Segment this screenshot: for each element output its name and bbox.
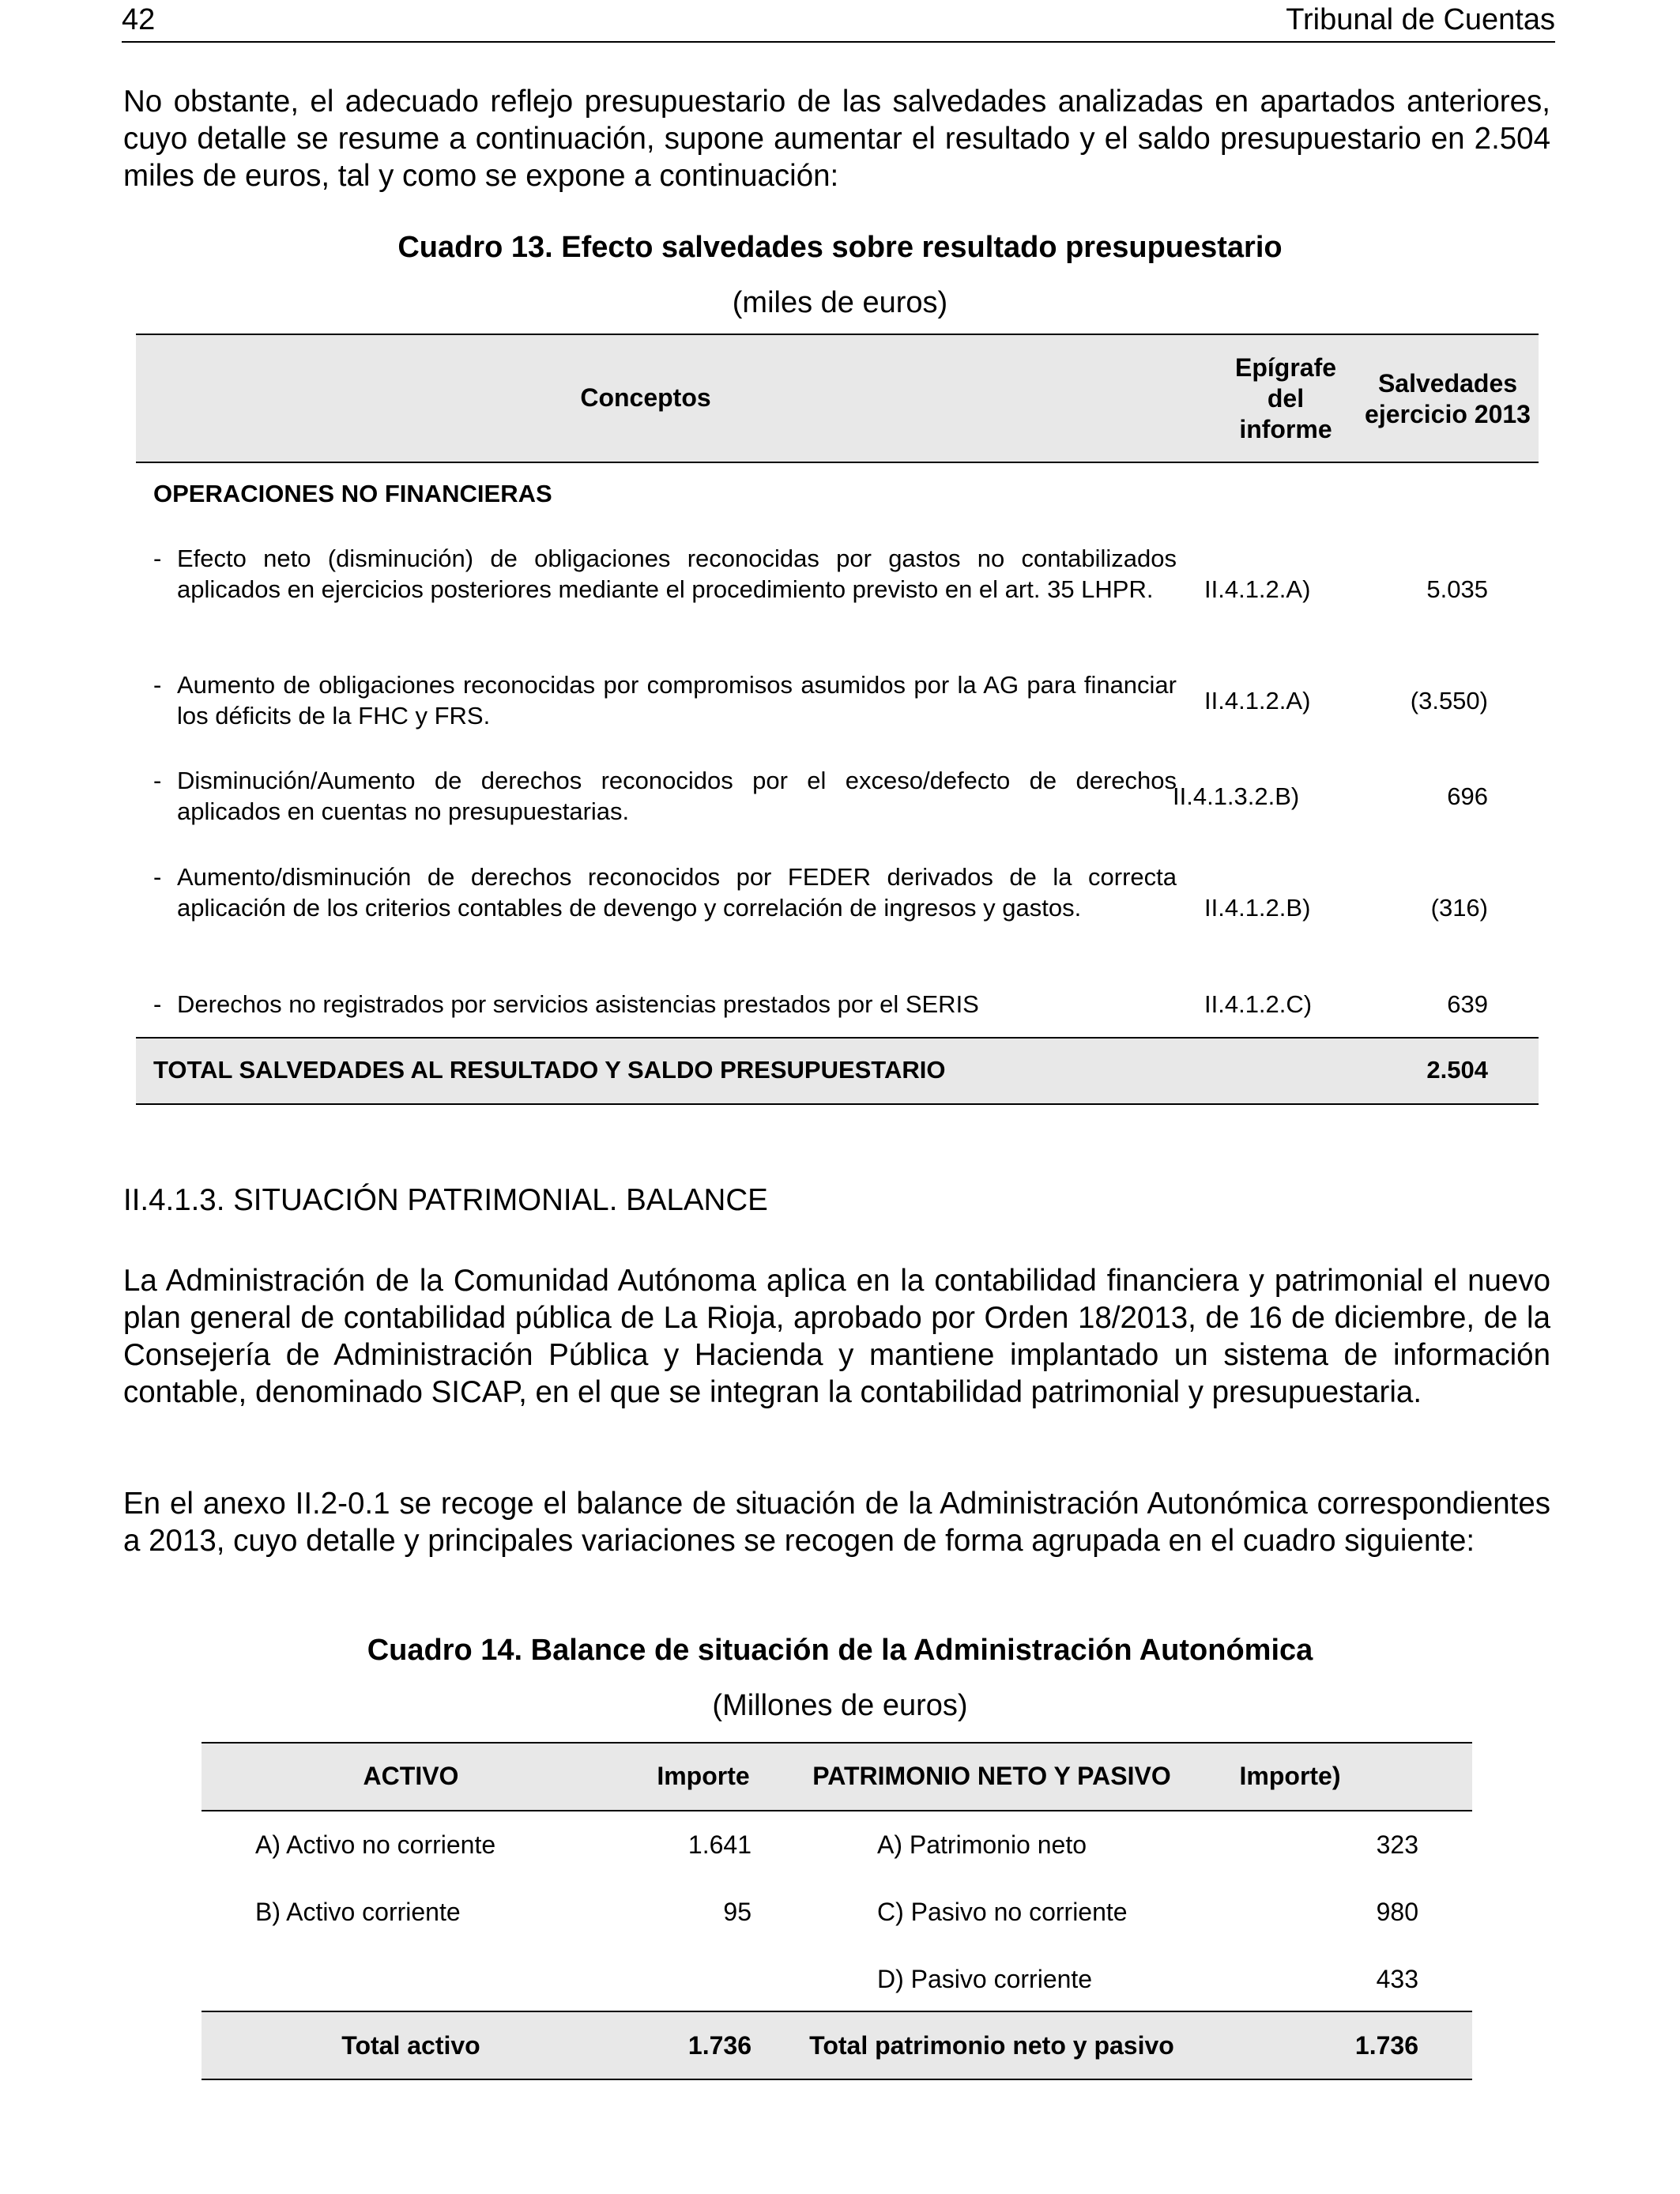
- pasivo-importe: 980: [1376, 1898, 1418, 1926]
- page-number: 42: [122, 3, 156, 36]
- row-value: (3.550): [1410, 687, 1488, 714]
- activo-importe: 95: [723, 1898, 751, 1926]
- paragraph-3: En el anexo II.2-0.1 se recoge el balance de situación de la Administración Autonómica correspondientes a 2013, cuyo detalle y principales variaciones se recogen de forma agrupada en el cuadro siguiente:: [123, 1487, 1550, 1558]
- header-importe-1: Importe: [657, 1762, 750, 1790]
- intro-paragraph: No obstante, el adecuado reflejo presupuestario de las salvedades analizadas en apartados anteriores, cuyo detalle se resume a continuación, supone aumentar el resultado y el saldo presupuestario en 2.504 miles de euros, tal y como se expone a continuación:: [123, 85, 1550, 193]
- total-pasivo-label: Total patrimonio neto y pasivo: [809, 2031, 1174, 2060]
- total-value: 2.504: [1426, 1056, 1488, 1084]
- section-heading: II.4.1.3. SITUACIÓN PATRIMONIAL. BALANCE: [123, 1183, 768, 1217]
- row-concept: Disminución/Aumento de derechos reconocidos por el exceso/defecto de derechos aplicados en cuentas no presupuestarias.: [177, 767, 1177, 825]
- row-epigrafe: II.4.1.2.A): [1204, 687, 1311, 714]
- row-concept: Efecto neto (disminución) de obligaciones reconocidas por gastos no contabilizados aplicados en ejercicios posteriores mediante el procedimiento previsto en el art. 35 LHPR.: [177, 545, 1177, 603]
- page-header: [122, 0, 1555, 43]
- row-epigrafe: II.4.1.2.B): [1204, 894, 1311, 922]
- row-epigrafe: II.4.1.2.C): [1204, 990, 1313, 1018]
- cuadro13-title: Cuadro 13. Efecto salvedades sobre resultado presupuestario: [397, 231, 1283, 264]
- section-operaciones: OPERACIONES NO FINANCIERAS: [153, 480, 552, 507]
- header-activo: ACTIVO: [363, 1762, 459, 1790]
- total-activo-value: 1.736: [687, 2031, 751, 2060]
- header-pasivo: PATRIMONIO NETO Y PASIVO: [812, 1762, 1171, 1790]
- row-value: 696: [1447, 782, 1488, 810]
- paragraph-2: La Administración de la Comunidad Autónoma aplica en la contabilidad financiera y patrimonial el nuevo plan general de contabilidad pública de La Rioja, aprobado por Orden 18/2013, de 16 de diciembre, de la Consejería de Administración Pública y Hacienda y mantiene implantado un sistema de información contable, denominado SICAP, en el que se integran la contabilidad patrimonial y presupuestaria.: [123, 1264, 1550, 1409]
- activo-label: A) Activo no corriente: [255, 1830, 496, 1859]
- cuadro14-title: Cuadro 14. Balance de situación de la Administración Autonómica: [367, 1634, 1313, 1667]
- total-pasivo-value: 1.736: [1354, 2031, 1418, 2060]
- total-activo-label: Total activo: [341, 2031, 480, 2060]
- row-value: 5.035: [1426, 575, 1488, 603]
- pasivo-importe: 433: [1376, 1965, 1418, 1993]
- total-label: TOTAL SALVEDADES AL RESULTADO Y SALDO PRESUPUESTARIO: [153, 1056, 946, 1084]
- row-value: (316): [1430, 894, 1488, 922]
- cuadro13-units: (miles de euros): [732, 286, 948, 319]
- row-value: 639: [1447, 990, 1488, 1018]
- row-epigrafe: II.4.1.2.A): [1204, 575, 1311, 603]
- row-concept: Aumento/disminución de derechos reconocidos por FEDER derivados de la correcta aplicación de los criterios contables de devengo y correlación de ingresos y gastos.: [177, 863, 1177, 922]
- activo-label: B) Activo corriente: [255, 1898, 461, 1926]
- header-epigrafe: Epígrafe del informe: [1234, 353, 1337, 443]
- pasivo-label: D) Pasivo corriente: [877, 1965, 1093, 1993]
- cuadro14-units: (Millones de euros): [712, 1689, 968, 1722]
- row-concept: Derechos no registrados por servicios asistencias prestados por el SERIS: [177, 990, 979, 1018]
- row-concept: Aumento de obligaciones reconocidas por compromisos asumidos por la AG para financiar los déficits de la FHC y FRS.: [177, 671, 1177, 729]
- activo-importe: 1.641: [687, 1830, 751, 1859]
- pasivo-label: A) Patrimonio neto: [877, 1830, 1087, 1859]
- header-organization: Tribunal de Cuentas: [1286, 3, 1555, 36]
- row-epigrafe: II.4.1.3.2.B): [1173, 782, 1300, 810]
- pasivo-label: C) Pasivo no corriente: [877, 1898, 1128, 1926]
- pasivo-importe: 323: [1376, 1830, 1418, 1859]
- document-page: 42 Tribunal de Cuentas No obstante, el adecuado reflejo presupuestario de las salvedades analizadas en apartados anteriores, cuyo detalle se resume a continuación, supone aumentar el resultado y el saldo presupuestario en 2.504 miles de euros, tal y como se expone a continuación: Cuadro 13. Efecto salvedades sobre resultado presupuestario (miles de euros) Conceptos Epígrafe del informe Salvedades ejercicio 2013 OPERACIONES NO FINANCIERAS - Efecto neto (disminución) de obligaciones reconocidas por gastos no contabilizados aplicados en ejercicios posteriores mediante el procedimiento previsto en el art. 35 LHPR. II.4.1.2.A) 5.035 - Aumento de obligaciones reconocidas por compromisos asumidos por la AG para financiar los déficits de la FHC y FRS. II.4.1.2.A) (3.550) - Disminución/Aumento de derechos reconocidos por el exceso/defecto de derechos aplicados en cuentas no presupuestarias. II.4.1.3.2.B) 696 - Aumento/disminución de derechos reconocidos por FEDER derivados de la correcta aplicación de los criterios contables de devengo y correlación de ingresos y gastos. II.4.1.2.B) (316) - Derechos no registrados por servicios asistencias prestados por el SERIS II.4.1.2.C) 639 TOTAL SALVEDADES AL RESULTADO Y SALDO PRESUPUESTARIO 2.504 II.4.1.3. SITUACIÓN PATRIMONIAL. BALANCE La Administración de la Comunidad Autónoma aplica en la contabilidad financiera y patrimonial el nuevo plan general de contabilidad pública de La Rioja, aprobado por Orden 18/2013, de 16 de diciembre, de la Consejería de Administración Pública y Hacienda y mantiene implantado un sistema de información contable, denominado SICAP, en el que se integran la contabilidad patrimonial y presupuestaria. En el anexo II.2-0.1 se recoge el balance de situación de la Administración Autonómica correspondientes a 2013, cuyo detalle y principales variaciones se recogen de forma agrupada en el cuadro siguiente: Cuadro 14. Balance de situación de la Administración Autonómica (Millones de euros) ACTIVO Importe PATRIMONIO NETO Y PASIVO Importe) A) Activo no corriente 1.641 A) Patrimonio neto 323 B) Activo corriente 95 C) Pasivo no corriente 980 D) Pasivo corriente 433 Total activo 1.736 Total patrimonio neto y pasivo 1.736: [0, 0, 1680, 2194]
- header-importe-2: Importe): [1239, 1762, 1341, 1790]
- header-conceptos: Conceptos: [580, 383, 711, 412]
- header-salvedades: Salvedades ejercicio 2013: [1365, 369, 1531, 428]
